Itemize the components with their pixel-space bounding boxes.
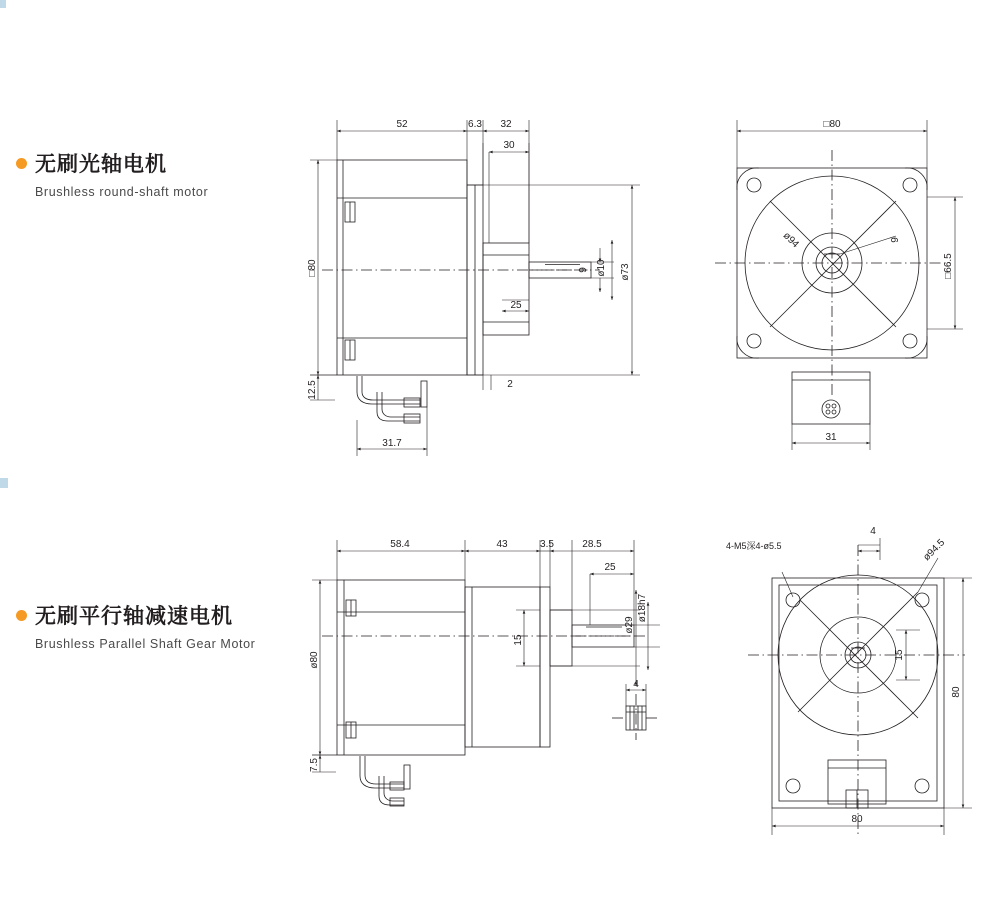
dim-s2-front-4: 4 (870, 526, 876, 537)
dim-s1-80: □80 (307, 259, 318, 277)
dim-s1-52: 52 (396, 119, 408, 130)
dim-s2-43: 43 (496, 539, 508, 550)
dim-s2-15: 15 (513, 634, 524, 646)
page-edge-tick-top (0, 0, 6, 8)
dim-s1-12-5: 12.5 (307, 380, 318, 400)
dim-s1-2: 2 (507, 379, 513, 390)
s1-front-dims (737, 120, 963, 450)
dim-s2-d18h7: ø18h7 (637, 593, 648, 623)
dim-s2-front-d94-5: ø94.5 (921, 537, 948, 564)
dim-s1-front-66-5: □66.5 (943, 253, 954, 279)
dim-s2-58-4: 58.4 (390, 539, 410, 550)
s1-side-view (322, 160, 600, 423)
dim-s2-25: 25 (604, 562, 616, 573)
dim-s2-d80: ø80 (309, 651, 320, 669)
dim-s2-4: 4 (633, 679, 639, 690)
dim-s1-6-3: 6.3 (468, 119, 482, 130)
dim-s1-9: 9 (578, 267, 589, 273)
s2-front-dims (772, 538, 972, 835)
dim-s1-30: 30 (503, 140, 515, 151)
dim-s1-front-d94: ø94 (780, 230, 801, 251)
dim-s2-front-15: 15 (894, 649, 905, 661)
s2-side-dims (312, 540, 660, 772)
dim-s1-front-80: □80 (823, 119, 841, 130)
dim-s1-31-7: 31.7 (382, 438, 402, 449)
dim-s2-front-80-right: 80 (951, 686, 962, 698)
s1-side-dims (310, 120, 640, 456)
dim-s1-25: 25 (510, 300, 522, 311)
dim-s1-32: 32 (500, 119, 512, 130)
bullet-icon (16, 610, 27, 621)
dim-s1-front-9: 9 (890, 237, 901, 243)
dim-s1-d73: ø73 (620, 263, 631, 281)
dim-s2-front-80-bottom: 80 (851, 814, 863, 825)
section-title-en: Brushless Parallel Shaft Gear Motor (35, 637, 256, 651)
section-title-cn: 无刷平行轴减速电机 (35, 605, 233, 628)
s2-front-view (748, 545, 965, 835)
s1-front-view (715, 150, 950, 424)
page-edge-tick-middle (0, 478, 8, 488)
section-title-en: Brushless round-shaft motor (35, 185, 209, 199)
section-title-cn: 无刷光轴电机 (35, 153, 167, 176)
bullet-icon (16, 158, 27, 169)
dim-s2-front-thread: 4-M5深4-ø5.5 (726, 541, 782, 551)
dim-s1-d10: ø10 (596, 259, 607, 277)
section-title-round-shaft (16, 148, 208, 199)
dim-s2-28-5: 28.5 (582, 539, 602, 550)
dim-s1-front-31: 31 (825, 432, 837, 443)
dim-s2-d29: ø29 (624, 616, 635, 634)
dim-s2-3-5: 3.5 (540, 539, 554, 550)
s2-side-view (322, 580, 660, 806)
section-title-parallel-shaft (16, 600, 255, 651)
dim-s2-7-5: 7.5 (309, 758, 320, 772)
